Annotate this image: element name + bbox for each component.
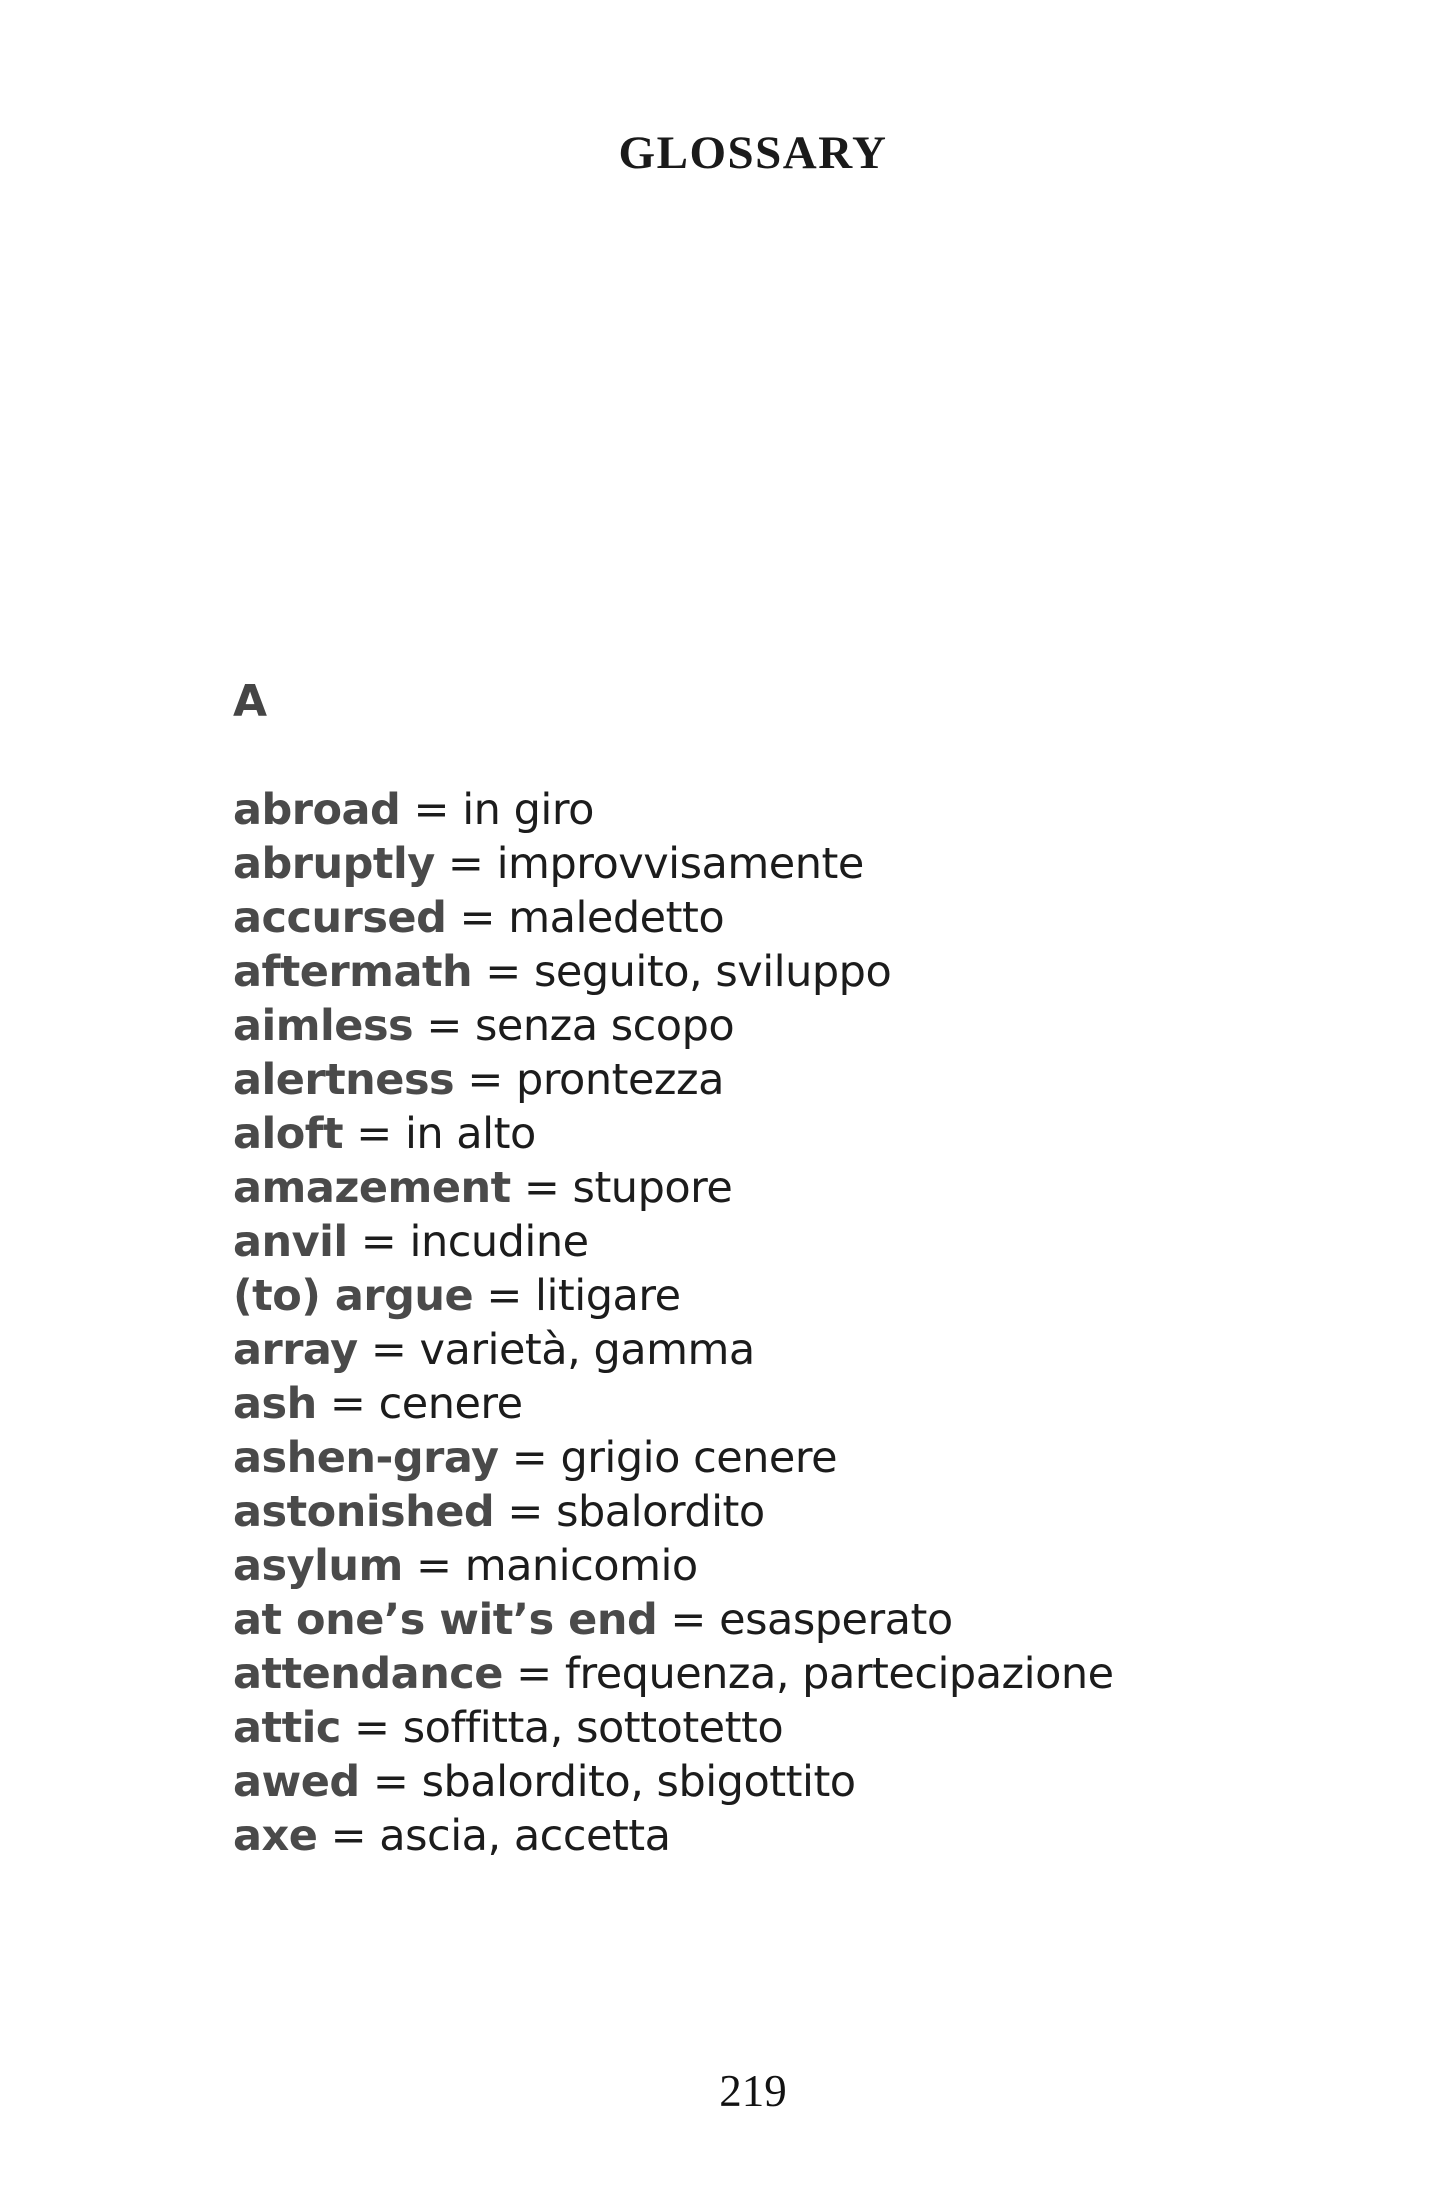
glossary-entry: [233, 1485, 1283, 1539]
glossary-entry: [233, 1539, 1283, 1593]
entry-term: alertness: [233, 1055, 455, 1105]
glossary-entry: [233, 1809, 1283, 1863]
entry-term: abroad: [233, 785, 401, 835]
page-number: 219: [719, 2066, 787, 2116]
entry-translation: sbalordito, sbigottito: [421, 1757, 856, 1807]
equals-separator: =: [316, 1379, 379, 1429]
glossary-entry: [233, 1323, 1283, 1377]
entry-translation: esasperato: [719, 1595, 953, 1645]
glossary-entry: [233, 1431, 1283, 1485]
entry-translation: ascia, accetta: [379, 1811, 671, 1861]
entry-translation: frequenza, partecipazione: [564, 1649, 1114, 1699]
entry-translation: soffitta, sottotetto: [402, 1703, 784, 1753]
page-title: GLOSSARY: [618, 127, 888, 179]
entry-translation: improvvisamente: [496, 839, 864, 889]
entry-translation: litigare: [535, 1271, 681, 1321]
equals-separator: =: [472, 947, 535, 997]
equals-separator: =: [402, 1541, 465, 1591]
equals-separator: =: [359, 1757, 422, 1807]
entry-term: anvil: [233, 1217, 348, 1267]
entry-translation: senza scopo: [475, 1001, 735, 1051]
equals-separator: =: [357, 1325, 420, 1375]
entry-translation: prontezza: [516, 1055, 724, 1105]
entry-translation: stupore: [572, 1163, 733, 1213]
glossary-entry: [233, 1215, 1283, 1269]
entry-term: ash: [233, 1379, 317, 1429]
glossary-entry: [233, 837, 1283, 891]
equals-separator: =: [657, 1595, 720, 1645]
entry-term: asylum: [233, 1541, 403, 1591]
entry-translation: grigio cenere: [560, 1433, 838, 1483]
glossary-entry: [233, 1755, 1283, 1809]
entry-term: aloft: [233, 1109, 344, 1159]
entry-translation: maledetto: [508, 893, 725, 943]
entry-term: ashen-gray: [233, 1433, 499, 1483]
entry-term: array: [233, 1325, 358, 1375]
entry-term: astonished: [233, 1487, 495, 1537]
entry-translation: incudine: [409, 1217, 589, 1267]
entry-term: accursed: [233, 893, 447, 943]
glossary-entry: [233, 1701, 1283, 1755]
entry-translation: manicomio: [464, 1541, 698, 1591]
equals-separator: =: [446, 893, 509, 943]
equals-separator: =: [434, 839, 497, 889]
glossary-entry: [233, 783, 1283, 837]
equals-separator: =: [502, 1649, 565, 1699]
glossary-entry: [233, 891, 1283, 945]
glossary-entry: [233, 1107, 1283, 1161]
equals-separator: =: [498, 1433, 561, 1483]
glossary-entry: [233, 1377, 1283, 1431]
entry-term: aftermath: [233, 947, 473, 997]
equals-separator: =: [343, 1109, 405, 1159]
entry-translation: seguito, sviluppo: [534, 947, 892, 997]
glossary-list: [233, 783, 1283, 1863]
entry-translation: in alto: [404, 1109, 536, 1159]
entry-translation: cenere: [378, 1379, 523, 1429]
glossary-entry: [233, 945, 1283, 999]
equals-separator: =: [510, 1163, 573, 1213]
equals-separator: =: [400, 785, 463, 835]
entry-term: amazement: [233, 1163, 511, 1213]
entry-term: attic: [233, 1703, 341, 1753]
glossary-entry: [233, 1269, 1283, 1323]
entry-term: (to) argue: [233, 1271, 474, 1321]
entry-translation: varietà, gamma: [419, 1325, 755, 1375]
equals-separator: =: [454, 1055, 517, 1105]
section-letter: A: [233, 676, 268, 727]
equals-separator: =: [494, 1487, 557, 1537]
glossary-entry: [233, 1053, 1283, 1107]
equals-separator: =: [340, 1703, 403, 1753]
entry-term: at one’s wit’s end: [233, 1595, 658, 1645]
equals-separator: =: [317, 1811, 380, 1861]
entry-term: abruptly: [233, 839, 435, 889]
entry-translation: in giro: [462, 785, 594, 835]
entry-term: attendance: [233, 1649, 503, 1699]
glossary-entry: [233, 999, 1283, 1053]
entry-term: awed: [233, 1757, 360, 1807]
equals-separator: =: [347, 1217, 410, 1267]
entry-term: aimless: [233, 1001, 414, 1051]
glossary-entry: [233, 1593, 1283, 1647]
equals-separator: =: [473, 1271, 536, 1321]
entry-term: axe: [233, 1811, 318, 1861]
glossary-entry: [233, 1647, 1283, 1701]
entry-translation: sbalordito: [556, 1487, 765, 1537]
equals-separator: =: [413, 1001, 476, 1051]
glossary-entry: [233, 1161, 1283, 1215]
